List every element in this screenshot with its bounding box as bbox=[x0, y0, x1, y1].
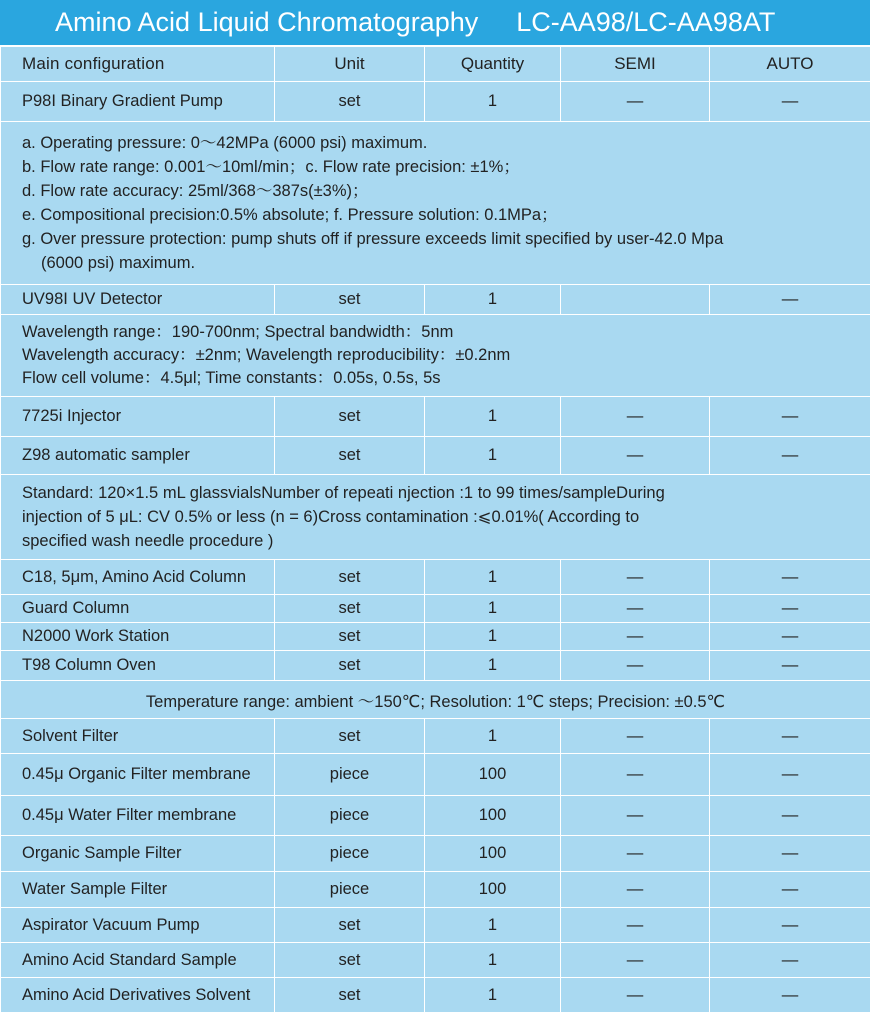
table-row bbox=[1, 754, 870, 796]
item-quantity: 100 bbox=[425, 836, 561, 872]
table-row bbox=[1, 796, 870, 836]
item-name: 7725i Injector bbox=[1, 397, 275, 437]
item-semi: — bbox=[561, 908, 710, 943]
table-row-pump bbox=[1, 82, 870, 122]
item-semi: — bbox=[561, 560, 710, 595]
item-quantity: 100 bbox=[425, 754, 561, 796]
spec-line: Wavelength accuracy：±2nm; Wavelength reproducibility：±0.2nm bbox=[22, 344, 860, 367]
item-auto: — bbox=[710, 978, 870, 1013]
spec-line: d. Flow rate accuracy: 25ml/368～387s(±3%)； bbox=[22, 179, 860, 203]
spec-line: b. Flow rate range: 0.001～10ml/min；c. Flow rate precision: ±1%； bbox=[22, 155, 860, 179]
item-semi: — bbox=[561, 796, 710, 836]
item-quantity: 1 bbox=[425, 623, 561, 651]
item-name: C18, 5μm, Amino Acid Column bbox=[1, 560, 275, 595]
item-quantity: 1 bbox=[425, 437, 561, 475]
item-name: 0.45μ Organic Filter membrane bbox=[1, 754, 275, 796]
page-title: Amino Acid Liquid Chromatography bbox=[55, 7, 478, 38]
item-semi: — bbox=[561, 651, 710, 681]
item-quantity: 1 bbox=[425, 397, 561, 437]
table-row bbox=[1, 908, 870, 943]
spec-line: Wavelength range：190-700nm; Spectral bandwidth：5nm bbox=[22, 321, 860, 344]
item-unit: set bbox=[275, 943, 425, 978]
item-auto: — bbox=[710, 595, 870, 623]
item-unit: piece bbox=[275, 754, 425, 796]
item-semi: — bbox=[561, 623, 710, 651]
table-row-oven-specs bbox=[1, 681, 870, 719]
item-semi bbox=[561, 285, 710, 315]
title-bar bbox=[0, 0, 870, 46]
item-quantity: 100 bbox=[425, 872, 561, 908]
item-name: Amino Acid Standard Sample bbox=[1, 943, 275, 978]
item-semi: — bbox=[561, 836, 710, 872]
item-quantity: 1 bbox=[425, 595, 561, 623]
item-quantity: 100 bbox=[425, 796, 561, 836]
item-semi: — bbox=[561, 595, 710, 623]
header-semi: SEMI bbox=[561, 47, 710, 82]
item-semi: — bbox=[561, 719, 710, 754]
pump-spec-block bbox=[1, 122, 870, 285]
item-name: Z98 automatic sampler bbox=[1, 437, 275, 475]
header-main-configuration: Main configuration bbox=[1, 47, 275, 82]
item-name: Solvent Filter bbox=[1, 719, 275, 754]
item-name: UV98I UV Detector bbox=[1, 285, 275, 315]
item-unit: piece bbox=[275, 872, 425, 908]
item-auto: — bbox=[710, 437, 870, 475]
item-semi: — bbox=[561, 82, 710, 122]
item-quantity: 1 bbox=[425, 651, 561, 681]
item-unit: set bbox=[275, 719, 425, 754]
table-row bbox=[1, 560, 870, 595]
table-row-detector-specs bbox=[1, 315, 870, 397]
item-unit: piece bbox=[275, 796, 425, 836]
item-unit: piece bbox=[275, 836, 425, 872]
table-row bbox=[1, 651, 870, 681]
item-quantity: 1 bbox=[425, 978, 561, 1013]
spec-line: (6000 psi) maximum. bbox=[22, 251, 860, 275]
item-quantity: 1 bbox=[425, 560, 561, 595]
item-auto: — bbox=[710, 796, 870, 836]
table-row bbox=[1, 943, 870, 978]
table-row bbox=[1, 978, 870, 1013]
item-name: Organic Sample Filter bbox=[1, 836, 275, 872]
spec-line: injection of 5 μL: CV 0.5% or less (n = 6)Cross contamination :⩽0.01%( According to bbox=[22, 505, 860, 529]
configuration-table bbox=[0, 46, 870, 1013]
item-semi: — bbox=[561, 397, 710, 437]
item-name: N2000 Work Station bbox=[1, 623, 275, 651]
table-row bbox=[1, 623, 870, 651]
item-unit: set bbox=[275, 285, 425, 315]
item-name: Amino Acid Derivatives Solvent bbox=[1, 978, 275, 1013]
item-auto: — bbox=[710, 651, 870, 681]
spec-line: a. Operating pressure: 0～42MPa (6000 psi) maximum. bbox=[22, 131, 860, 155]
header-auto: AUTO bbox=[710, 47, 870, 82]
item-unit: set bbox=[275, 623, 425, 651]
item-auto: — bbox=[710, 754, 870, 796]
item-unit: set bbox=[275, 82, 425, 122]
item-auto: — bbox=[710, 82, 870, 122]
table-row bbox=[1, 836, 870, 872]
item-semi: — bbox=[561, 978, 710, 1013]
model-number: LC-AA98/LC-AA98AT bbox=[516, 7, 775, 38]
item-unit: set bbox=[275, 437, 425, 475]
item-unit: set bbox=[275, 595, 425, 623]
item-auto: — bbox=[710, 908, 870, 943]
oven-spec-line: Temperature range: ambient ～150℃; Resolution: 1℃ steps; Precision: ±0.5℃ bbox=[1, 681, 870, 719]
item-auto: — bbox=[710, 943, 870, 978]
table-row bbox=[1, 595, 870, 623]
spec-line: specified wash needle procedure ) bbox=[22, 529, 860, 553]
spec-line: Standard: 120×1.5 mL glassvialsNumber of repeati njection :1 to 99 times/sampleDuring bbox=[22, 481, 860, 505]
table-row bbox=[1, 719, 870, 754]
item-quantity: 1 bbox=[425, 285, 561, 315]
table-row-detector bbox=[1, 285, 870, 315]
table-row-sampler-specs bbox=[1, 475, 870, 560]
item-name: Guard Column bbox=[1, 595, 275, 623]
item-unit: set bbox=[275, 560, 425, 595]
item-unit: set bbox=[275, 397, 425, 437]
item-quantity: 1 bbox=[425, 82, 561, 122]
item-unit: set bbox=[275, 978, 425, 1013]
table-header-row bbox=[1, 47, 870, 82]
item-auto: — bbox=[710, 285, 870, 315]
sampler-spec-block bbox=[1, 475, 870, 560]
item-name: P98I Binary Gradient Pump bbox=[1, 82, 275, 122]
item-name: Water Sample Filter bbox=[1, 872, 275, 908]
detector-spec-block bbox=[1, 315, 870, 397]
item-semi: — bbox=[561, 872, 710, 908]
item-auto: — bbox=[710, 719, 870, 754]
item-unit: set bbox=[275, 908, 425, 943]
item-semi: — bbox=[561, 754, 710, 796]
table-row-injector bbox=[1, 397, 870, 437]
item-semi: — bbox=[561, 943, 710, 978]
spec-line: g. Over pressure protection: pump shuts off if pressure exceeds limit specified by user-42.0 Mpa bbox=[22, 227, 860, 251]
item-auto: — bbox=[710, 836, 870, 872]
item-name: T98 Column Oven bbox=[1, 651, 275, 681]
item-quantity: 1 bbox=[425, 908, 561, 943]
table-row-pump-specs bbox=[1, 122, 870, 285]
item-name: Aspirator Vacuum Pump bbox=[1, 908, 275, 943]
table-row-sampler bbox=[1, 437, 870, 475]
header-quantity: Quantity bbox=[425, 47, 561, 82]
spec-line: e. Compositional precision:0.5% absolute; f. Pressure solution: 0.1MPa； bbox=[22, 203, 860, 227]
item-semi: — bbox=[561, 437, 710, 475]
item-auto: — bbox=[710, 397, 870, 437]
item-quantity: 1 bbox=[425, 943, 561, 978]
item-quantity: 1 bbox=[425, 719, 561, 754]
table-row bbox=[1, 872, 870, 908]
item-auto: — bbox=[710, 560, 870, 595]
spec-line: Flow cell volume：4.5μl; Time constants：0.05s, 0.5s, 5s bbox=[22, 367, 860, 390]
item-auto: — bbox=[710, 623, 870, 651]
item-unit: set bbox=[275, 651, 425, 681]
header-unit: Unit bbox=[275, 47, 425, 82]
item-name: 0.45μ Water Filter membrane bbox=[1, 796, 275, 836]
item-auto: — bbox=[710, 872, 870, 908]
